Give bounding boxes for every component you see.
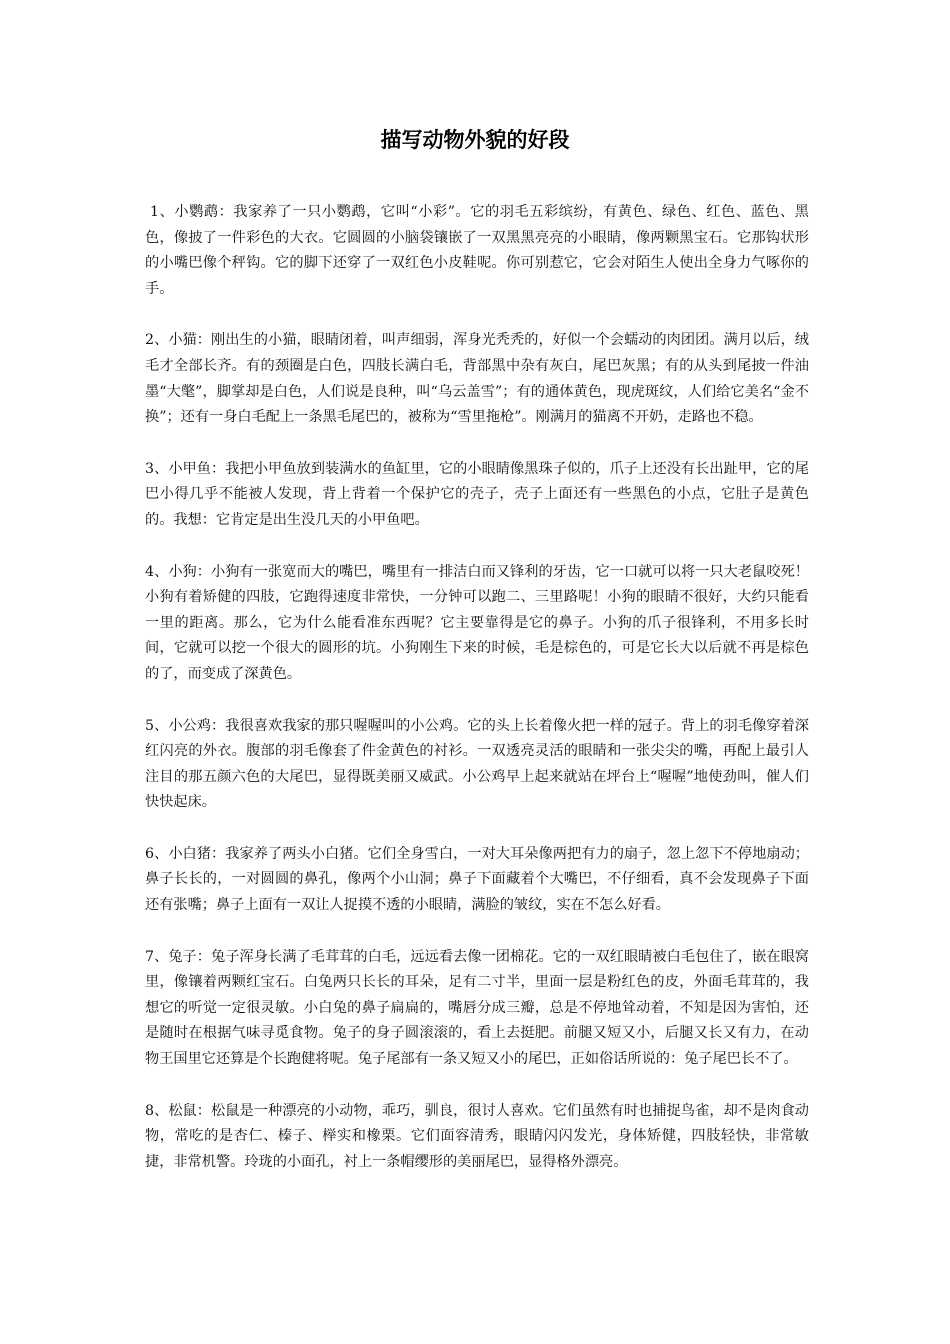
paragraph-squirrel: 8、松鼠：松鼠是一种漂亮的小动物，乖巧，驯良，很讨人喜欢。它们虽然有时也捕捉鸟雀，却不是肉食动物，常吃的是杏仁、榛子、榉实和橡栗。它们面容清秀，眼睛闪闪发光，身体矫健，四肢轻快，非常敏捷，非常机警。玲珑的小面孔，衬上一条帽缨形的美丽尾巴，显得格外漂亮。 bbox=[145, 1102, 809, 1170]
paragraph-turtle: 3、小甲鱼：我把小甲鱼放到装满水的鱼缸里，它的小眼睛像黑珠子似的，爪子上还没有长出趾甲，它的尾巴小得几乎不能被人发现，背上背着一个保护它的壳子，壳子上面还有一些黑色的小点，它肚子是黄色的。我想：它肯定是出生没几天的小甲鱼吧。 bbox=[145, 460, 809, 528]
document-title: 描写动物外貌的好段 bbox=[380, 127, 570, 152]
paragraph-rabbit: 7、兔子：兔子浑身长满了毛茸茸的白毛，远远看去像一团棉花。它的一双红眼睛被白毛包住了，嵌在眼窝里，像镶着两颗红宝石。白兔两只长长的耳朵，足有二寸半，里面一层是粉红色的皮，外面毛茸茸的，我想它的听觉一定很灵敏。小白兔的鼻子扁扁的，嘴唇分成三瓣，总是不停地耸动着，不知是因为害怕，还是随时在根据气味寻觅食物。兔子的身子圆滚滚的，看上去挺肥。前腿又短又小，后腿又长又有力，在动物王国里它还算是个长跑健将呢。兔子尾部有一条又短又小的尾巴，正如俗话所说的：兔子尾巴长不了。 bbox=[145, 948, 809, 1068]
paragraph-parrot: 1、小鹦鹉：我家养了一只小鹦鹉，它叫“小彩”。它的羽毛五彩缤纷，有黄色、绿色、红色、蓝色、黑色，像披了一件彩色的大衣。它圆圆的小脑袋镶嵌了一双黑黑亮亮的小眼睛，像两颗黑宝石。它那钩状形的小嘴巴像个秤钩。它的脚下还穿了一双红色小皮鞋呢。你可别惹它，它会对陌生人使出全身力气啄你的手。 bbox=[145, 204, 809, 297]
paragraph-rooster: 5、小公鸡：我很喜欢我家的那只喔喔叫的小公鸡。它的头上长着像火把一样的冠子。背上的羽毛像穿着深红闪亮的外衣。腹部的羽毛像套了件金黄色的衬衫。一双透亮灵活的眼睛和一张尖尖的嘴，再配上最引人注目的那五颜六色的大尾巴，显得既美丽又威武。小公鸡早上起来就站在坪台上“喔喔”地使劲叫，催人们快快起床。 bbox=[145, 717, 809, 811]
document-body bbox=[145, 200, 809, 1201]
paragraph-puppy: 4、小狗：小狗有一张宽而大的嘴巴，嘴里有一排洁白而又锋利的牙齿，它一口就可以将一只大老鼠咬死！小狗有着矫健的四肢，它跑得速度非常快，一分钟可以跑二、三里路呢！小狗的眼睛不很好，大约只能看一里的距离。那么，它为什么能看准东西呢？它主要靠得是它的鼻子。小狗的爪子很锋利，不用多长时间，它就可以挖一个很大的圆形的坑。小狗刚生下来的时候，毛是棕色的，可是它长大以后就不再是棕色的了，而变成了深黄色。 bbox=[145, 563, 809, 682]
paragraph-piglet: 6、小白猪：我家养了两头小白猪。它们全身雪白，一对大耳朵像两把有力的扇子，忽上忽下不停地扇动；鼻子长长的，一对圆圆的鼻孔，像两个小山洞；鼻子下面藏着个大嘴巴，不仔细看，真不会发现鼻子下面还有张嘴；鼻子上面有一双让人捉摸不透的小眼睛，满脸的皱纹，实在不怎么好看。 bbox=[145, 845, 809, 914]
paragraph-kitten: 2、小猫：刚出生的小猫，眼睛闭着，叫声细弱，浑身光秃秃的，好似一个会蠕动的肉团团。满月以后，绒毛才全部长齐。有的颈圈是白色，四肢长满白毛，背部黑中杂有灰白，尾巴灰黑；有的从头到尾披一件油墨“大氅”，脚掌却是白色，人们说是良种，叫“乌云盖雪”；有的通体黄色，现虎斑纹，人们给它美名“金不换”；还有一身白毛配上一条黑毛尾巴的，被称为“雪里拖枪”。刚满月的猫离不开奶，走路也不稳。 bbox=[145, 332, 809, 426]
